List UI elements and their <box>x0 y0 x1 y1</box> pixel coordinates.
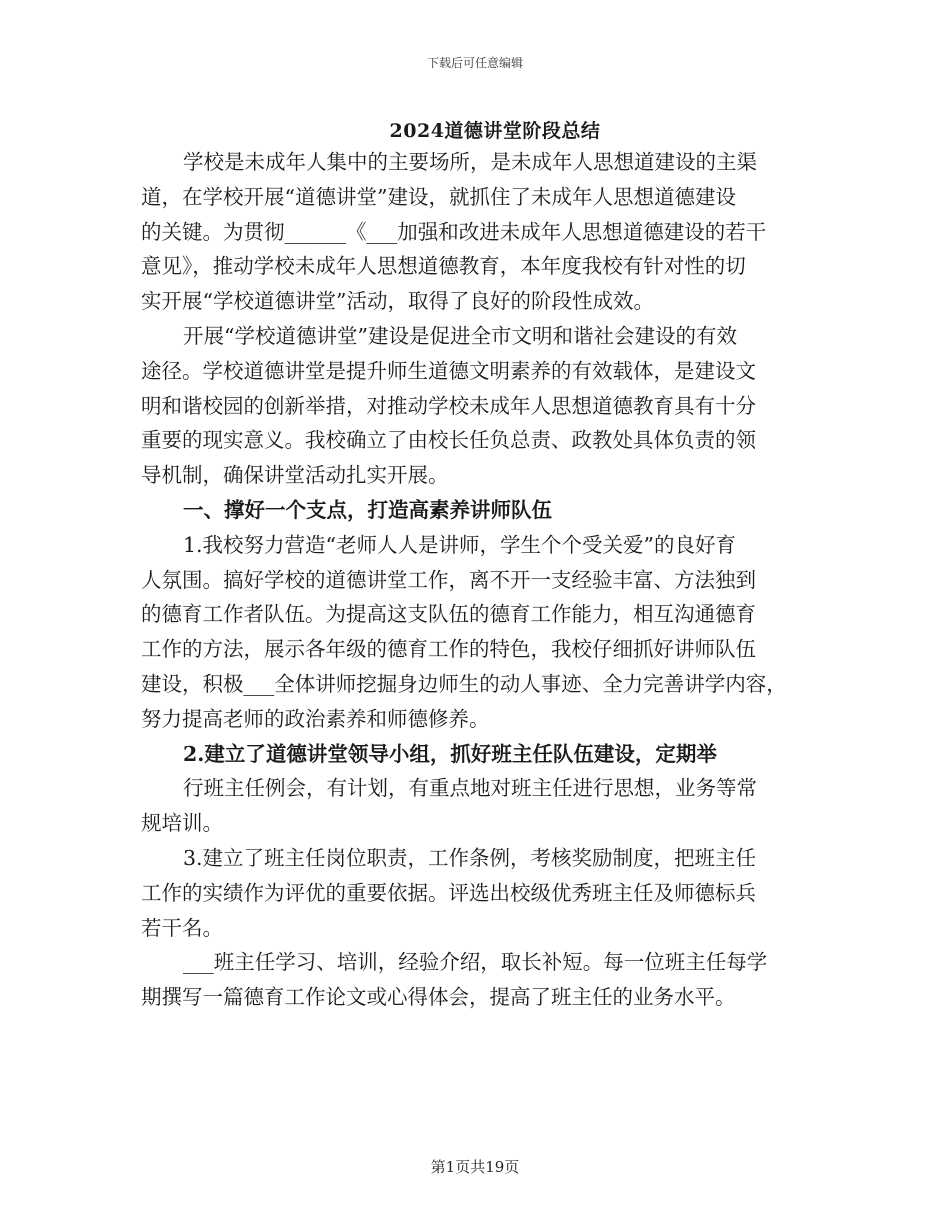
paragraph-line: 努力提高老师的政治素养和师德修养。 <box>141 706 490 731</box>
paragraph-line: 工作的方法，展示各年级的德育工作的特色，我校仔细抓好讲师队伍 <box>141 637 756 662</box>
paragraph-line: 规培训。 <box>141 811 223 836</box>
paragraph-line: 期撰写一篇德育工作论文或心得体会，提高了班主任的业务水平。 <box>141 985 736 1010</box>
paragraph-line: 3.建立了班主任岗位职责，工作条例，考核奖励制度，把班主任 <box>183 845 757 870</box>
paragraph-line: 工作的实绩作为评优的重要依据。评选出校级优秀班主任及师德标兵 <box>141 880 756 905</box>
paragraph-line: 明和谐校园的创新举措，对推动学校未成年人思想道德教育具有十分 <box>141 393 756 418</box>
paragraph-line: 道，在学校开展“道德讲堂”建设，就抓住了未成年人思想道德建设 <box>141 184 736 209</box>
page-footer: 第1页共19页 <box>430 1158 520 1176</box>
paragraph-line: 导机制，确保讲堂活动扎实开展。 <box>141 463 449 488</box>
paragraph-line: 的德育工作者队伍。为提高这支队伍的德育工作能力，相互沟通德育 <box>141 602 756 627</box>
paragraph-line: 实开展“学校道德讲堂”活动，取得了良好的阶段性成效。 <box>141 289 654 314</box>
header-note: 下载后可任意编辑 <box>426 56 523 70</box>
paragraph-line: 学校是未成年人集中的主要场所，是未成年人思想道建设的主渠 <box>183 150 757 174</box>
paragraph-line: 重要的现实意义。我校确立了由校长任负总责、政教处具体负责的领 <box>141 428 756 453</box>
paragraph-line: 若干名。 <box>141 915 223 940</box>
document-title: 2024道德讲堂阶段总结 <box>389 120 601 142</box>
paragraph-line: 意见》，推动学校未成年人思想道德教育，本年度我校有针对性的切 <box>141 254 746 279</box>
paragraph-line: 1.我校努力营造“老师人人是讲师，学生个个受关爱”的良好育 <box>183 532 737 557</box>
paragraph-line: 途径。学校道德讲堂是提升师生道德文明素养的有效载体，是建设文 <box>141 358 756 383</box>
paragraph-line: 行班主任例会，有计划，有重点地对班主任进行思想，业务等常 <box>183 776 757 801</box>
paragraph-line: 建设，积极___全体讲师挖掘身边师生的动人事迹、全力完善讲学内容， <box>141 671 787 696</box>
paragraph-line: 开展“学校道德讲堂”建设是促进全市文明和谐社会建设的有效 <box>183 323 737 348</box>
paragraph-line: 人氛围。搞好学校的道德讲堂工作，离不开一支经验丰富、方法独到 <box>141 567 756 592</box>
paragraph-line: ___班主任学习、培训，经验介绍，取长补短。每一位班主任每学 <box>183 950 768 975</box>
section-heading: 一、撑好一个支点，打造高素养讲师队伍 <box>183 497 552 522</box>
document-body <box>141 145 805 1015</box>
section-heading: 2.建立了道德讲堂领导小组，抓好班主任队伍建设，定期举 <box>183 741 717 766</box>
paragraph-line: 的关键。为贯彻______《___加强和改进未成年人思想道德建设的若干 <box>141 219 767 244</box>
